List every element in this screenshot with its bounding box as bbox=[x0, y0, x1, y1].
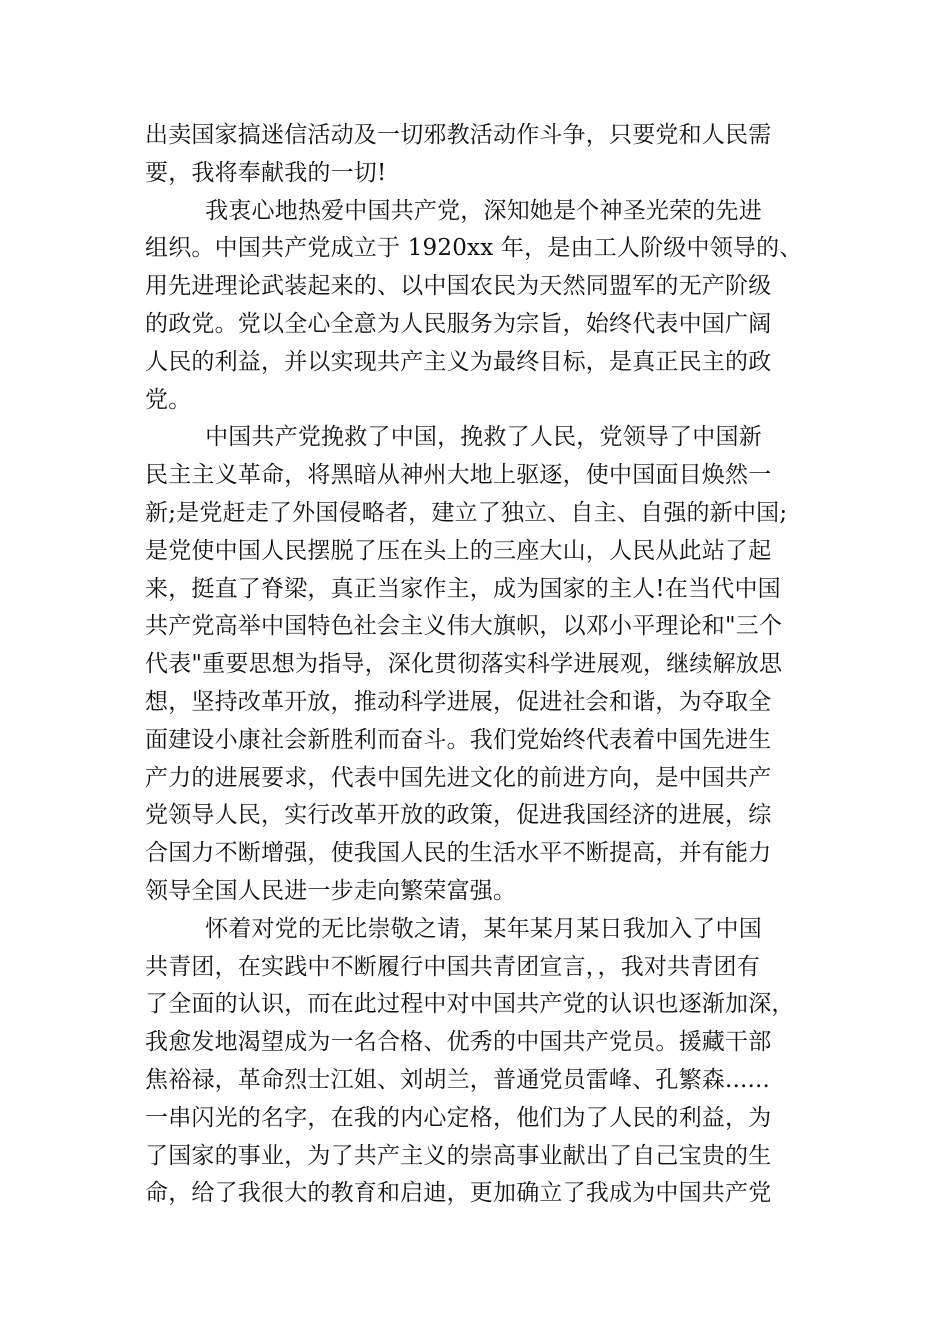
text-line: 来，挺直了脊梁，真正当家作主，成为国家的主人!在当代中国 bbox=[145, 575, 781, 602]
text-line: 我愈发地渴望成为一名合格、优秀的中国共产党员。援藏干部 bbox=[145, 1029, 772, 1056]
text-line: 组织。中国共产党成立于 1920xx 年，是由工人阶级中领导的、 bbox=[145, 235, 803, 262]
text-line: 了全面的认识，而在此过程中对中国共产党的认识也逐渐加深， bbox=[145, 991, 795, 1018]
text-line: 党领导人民，实行改革开放的政策，促进我国经济的进展，综 bbox=[145, 802, 772, 829]
text-line: 焦裕禄，革命烈士江姐、刘胡兰，普通党员雷峰、孔繁森...... bbox=[145, 1066, 771, 1093]
text-line: 要，我将奉献我的一切! bbox=[145, 159, 387, 186]
text-line: 新;是党赶走了外国侵略者，建立了独立、自主、自强的新中国; bbox=[145, 499, 788, 526]
text-line: 想，坚持改革开放，推动科学进展，促进社会和谐，为夺取全 bbox=[145, 688, 772, 715]
text-line: 共青团，在实践中不断履行中国共青团宣言，，我对共青团有 bbox=[145, 953, 760, 980]
text-line: 的政党。党以全心全意为人民服务为宗旨，始终代表中国广阔 bbox=[145, 310, 772, 337]
text-line: 党。 bbox=[145, 386, 192, 413]
text-line: 我衷心地热爱中国共产党，深知她是个神圣光荣的先进 bbox=[145, 197, 762, 224]
text-line: 中国共产党挽救了中国，挽救了人民，党领导了中国新 bbox=[145, 424, 762, 451]
text-line: 领导全国人民进一步走向繁荣富强。 bbox=[145, 877, 517, 904]
text-line: 民主主义革命，将黑暗从神州大地上驱逐，使中国面目焕然一 bbox=[145, 462, 772, 489]
text-line: 了国家的事业，为了共产主义的崇高事业献出了自己宝贵的生 bbox=[145, 1142, 772, 1169]
text-line: 面建设小康社会新胜利而奋斗。我们党始终代表着中国先进生 bbox=[145, 726, 772, 753]
text-line: 共产党高举中国特色社会主义伟大旗帜，以邓小平理论和"三个 bbox=[145, 613, 783, 640]
body-text bbox=[145, 117, 825, 1213]
text-line: 产力的进展要求，代表中国先进文化的前进方向，是中国共产 bbox=[145, 764, 772, 791]
text-line: 怀着对党的无比崇敬之请，某年某月某日我加入了中国 bbox=[145, 915, 762, 942]
text-line: 代表"重要思想为指导，深化贯彻落实科学进展观，继续解放思 bbox=[145, 651, 783, 678]
text-line: 是党使中国人民摆脱了压在头上的三座大山，人民从此站了起 bbox=[145, 537, 772, 564]
text-line: 合国力不断增强，使我国人民的生活水平不断提高，并有能力 bbox=[145, 840, 772, 867]
text-line: 命，给了我很大的教育和启迪，更加确立了我成为中国共产党 bbox=[145, 1180, 772, 1207]
text-line: 出卖国家搞迷信活动及一切邪教活动作斗争，只要党和人民需 bbox=[145, 122, 772, 148]
text-line: 一串闪光的名字，在我的内心定格，他们为了人民的利益，为 bbox=[145, 1104, 772, 1131]
text-line: 用先进理论武装起来的、以中国农民为天然同盟军的无产阶级 bbox=[145, 273, 772, 300]
text-line: 人民的利益，并以实现共产主义为最终目标，是真正民主的政 bbox=[145, 348, 772, 375]
